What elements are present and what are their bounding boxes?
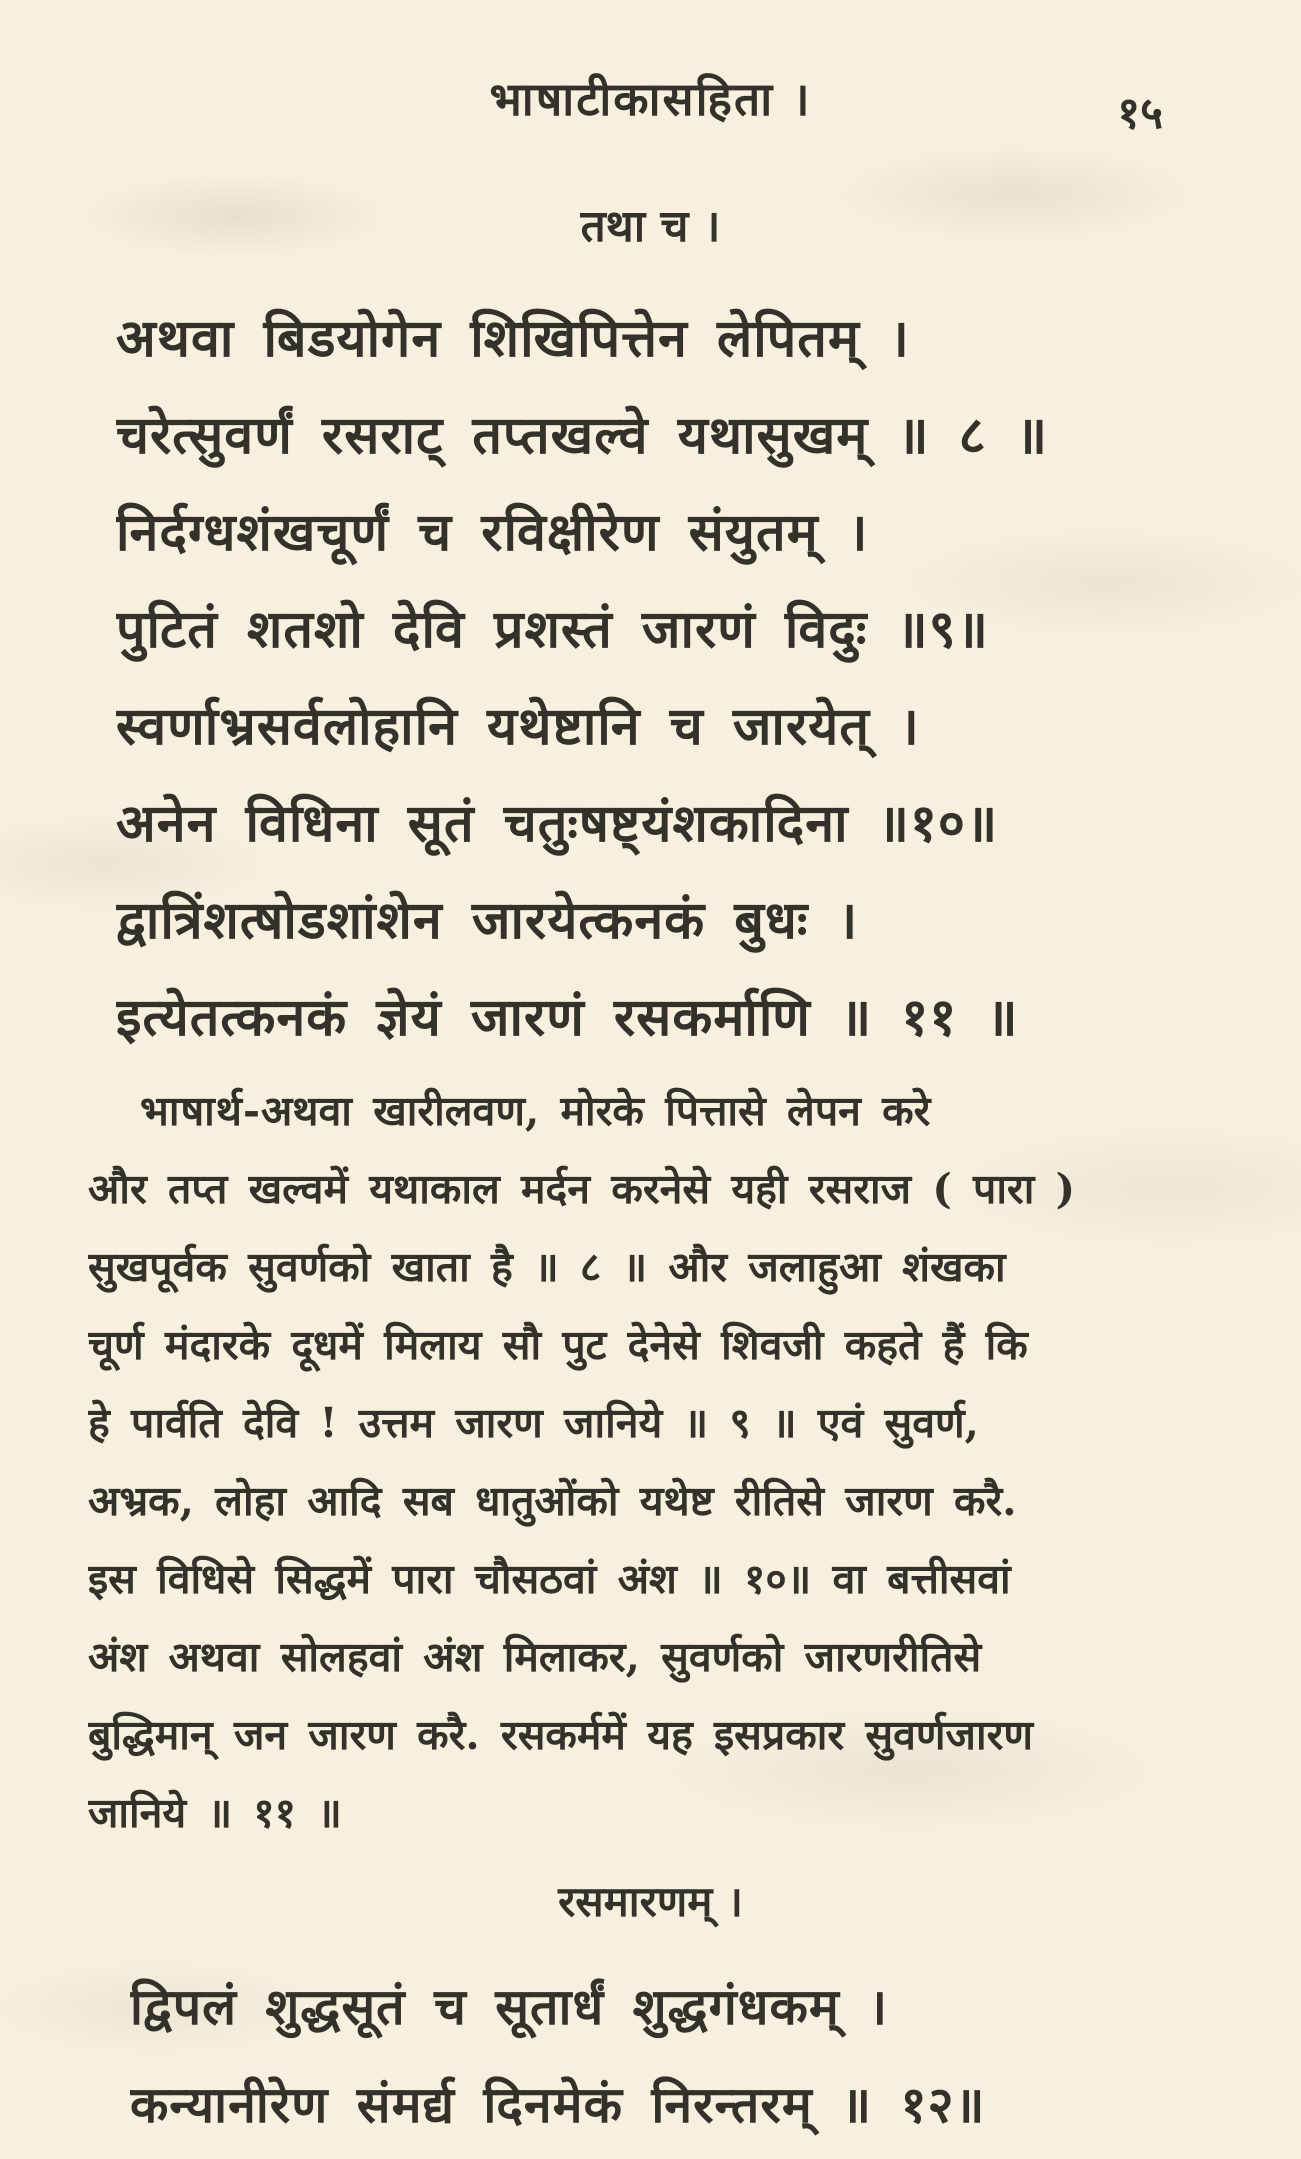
shloka-line: इत्येतत्कनकं ज्ञेयं जारणं रसकर्माणि ॥ ११ ॥ [116,987,1019,1048]
commentary-line: अंश अथवा सोलहवां अंश मिलाकर, सुवर्णको जारणरीतिसे [88,1633,982,1681]
hindi-commentary [88,1072,1213,1852]
shloka-line: चरेत्सुवर्णं रसराट् तप्तखल्वे यथासुखम् ॥ ८ ॥ [116,405,1048,466]
page-header [88,52,1213,147]
page-number: १५ [1117,88,1163,139]
commentary-line: सुखपूर्वक सुवर्णको खाता है ॥ ८ ॥ और जलाहुआ शंखका [88,1243,1006,1291]
shloka-line: द्वात्रिंशत्षोडशांशेन जारयेत्कनकं बुधः । [116,890,859,951]
shloka-block-2 [88,1958,1213,2154]
shloka-line: अनेन विधिना सूतं चतुःषष्ट्यंशकादिना ॥१०॥ [116,793,999,854]
commentary-text: अथवा खारीलवण, मोरके पित्तासे लेपन करे [260,1087,931,1135]
commentary-line [88,1072,1213,1150]
shloka-line: कन्यानीरेण संमर्द्य दिनमेकं निरन्तरम् ॥ १२॥ [130,2075,986,2134]
shloka-line: पुटितं शतशो देवि प्रशस्तं जारणं विदुः ॥९॥ [116,599,989,660]
shloka-line: स्वर्णाभ्रसर्वलोहानि यथेष्टानि च जारयेत् । [116,696,920,757]
shloka-line: अथवा बिडयोगेन शिखिपित्तेन लेपितम् । [116,308,910,369]
running-title: भाषाटीकासहिता । [489,72,812,126]
commentary-line: जानिये ॥ ११ ॥ [88,1789,342,1837]
commentary-line: चूर्ण मंदारके दूधमें मिलाय सौ पुट देनेसे शिवजी कहते हैं कि [88,1321,1028,1369]
section-title: रसमारणम् । [558,1877,743,1926]
invocation-heading: तथा च । [580,201,721,252]
shloka-block [88,290,1213,1066]
commentary-line: इस विधिसे सिद्धमें पारा चौसठवां अंश ॥ १०॥ वा बत्तीसवां [88,1555,1011,1603]
shloka-line: द्विपलं शुद्धसूतं च सूतार्धं शुद्धगंधकम् । [130,1977,889,2036]
commentary-label: भाषार्थ- [140,1087,261,1135]
commentary-line: हे पार्वति देवि ! उत्तम जारण जानिये ॥ ९ ॥ एवं सुवर्ण, [88,1399,979,1447]
commentary-line: बुद्धिमान् जन जारण करै. रसकर्ममें यह इसप्रकार सुवर्णजारण [88,1711,1033,1759]
commentary-line: और तप्त खल्वमें यथाकाल मर्दन करनेसे यही रसराज ( पारा ) [88,1165,1075,1213]
commentary-line: अभ्रक, लोहा आदि सब धातुओंको यथेष्ट रीतिसे जारण करै. [88,1477,1017,1525]
shloka-line: निर्दग्धशंखचूर्णं च रविक्षीरेण संयुतम् । [116,502,869,563]
